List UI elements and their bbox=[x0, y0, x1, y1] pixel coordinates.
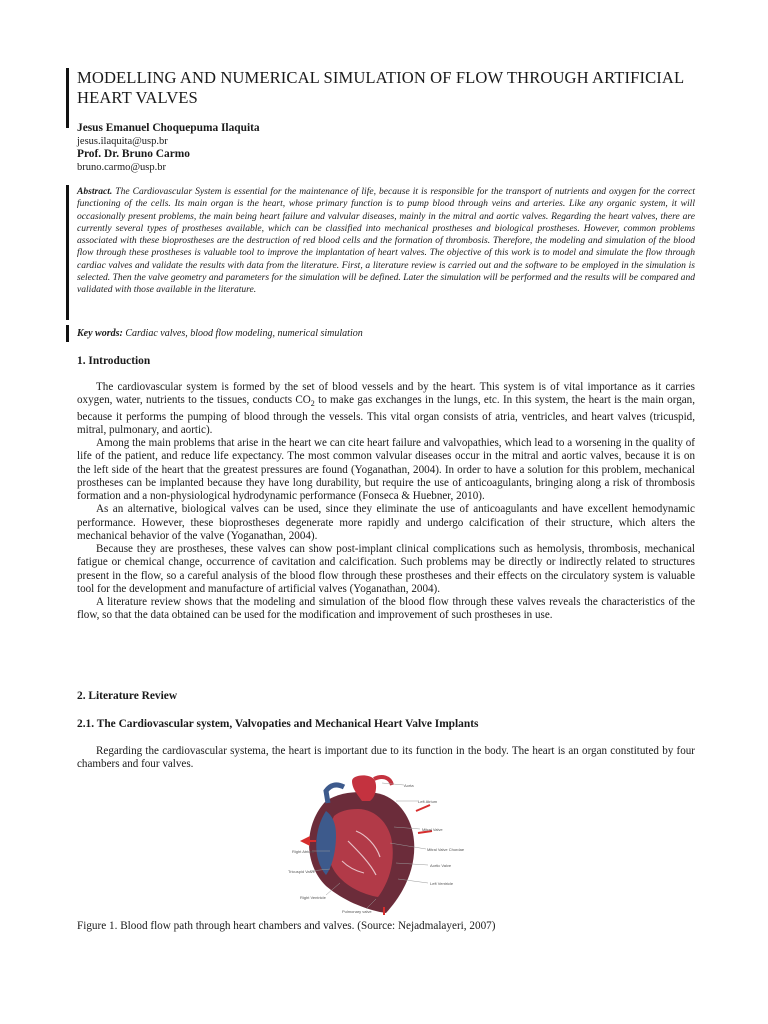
figure-label: Pulmonary valve bbox=[342, 909, 372, 914]
figure-label: Mitral Valve bbox=[422, 827, 443, 832]
figure-label: Left Atrium bbox=[418, 799, 438, 804]
abstract-label: Abstract. bbox=[77, 186, 113, 197]
keywords-rule bbox=[66, 325, 69, 342]
author-email: bruno.carmo@usp.br bbox=[77, 162, 166, 173]
heart-diagram-figure bbox=[286, 771, 482, 916]
paragraph: A literature review shows that the modeling and simulation of the blood flow through these valves reveals the characteristics of the flow, so that the data obtained can be used for the modification and improvement of such prostheses in use. bbox=[77, 596, 695, 622]
section-heading-literature-review: 2. Literature Review bbox=[77, 690, 178, 702]
introduction-body bbox=[77, 381, 695, 623]
abstract-rule bbox=[66, 185, 69, 320]
keywords-label: Key words: bbox=[77, 328, 123, 339]
figure-label: Left Ventricle bbox=[430, 881, 454, 886]
figure-caption: Figure 1. Blood flow path through heart chambers and valves. (Source: Nejadmalayeri, 2007) bbox=[77, 920, 496, 932]
paragraph: The cardiovascular system is formed by the set of blood vessels and by the heart. This system is of vital importance as it carries oxygen, water, nutrients to the tissues, conducts $CO_2$ to make gas exchanges in the lungs, etc. In this system, the heart is the main organ, because it performs the pumping of blood through the vessels. This vital organ consists of atria, ventricles, and heart valves (tricuspid, mitral, pulmonary, and aortic). bbox=[77, 381, 695, 436]
figure-label: Tricuspid Valve bbox=[288, 869, 315, 874]
keywords bbox=[77, 328, 363, 339]
abstract-text: The Cardiovascular System is essential for the maintenance of life, because it is responsible for the transport of nutrients and oxygen for the correct functioning of the cells. Its main organ is the heart, whose primary function is to pump blood through veins and arteries. Like any organic system, it will occasionally present problems, the main being heart failure and valvular diseases, mainly in the mitral and aortic valves. Regarding the heart valves, there are currently several types of prostheses available, which can be classified into mechanical prostheses and biological prostheses. However, common problems associated with these bioprostheses are the destruction of red blood cells and the formation of thrombosis. Therefore, the modeling and simulation of the blood flow through these prostheses is valuable tool to improve the implantation of heart valves. The objective of this work is to model and simulate the flow through cardiac valves and validate the results with data from the literature. First, a literature review is carried out and the software to be employed in the simulation is selected. Then the valve geometry and parameters for the simulation will be defined. Later the simulation will be performed and the results will be compared and validated with those available in the literature. bbox=[77, 186, 695, 295]
author-block bbox=[77, 122, 260, 174]
title-rule bbox=[66, 68, 69, 128]
figure-label: Right Atrium bbox=[292, 849, 314, 854]
figure-label: Mitral Valve Chordae bbox=[427, 847, 465, 852]
paragraph: Because they are prostheses, these valves can show post-implant clinical complications such as hemolysis, thrombosis, mechanical fatigue or chemical change, occurrence of cavitation and calcification. Such problems may be directly or indirectly related to structures present in the flow, so a careful analysis of the blood flow through these prostheses and their effects on the circulatory system is valuable tool for the development and manufacture of artificial valves (Yoganathan, 2004). bbox=[77, 543, 695, 595]
figure-label: Right Ventricle bbox=[300, 895, 326, 900]
keywords-text: Cardiac valves, blood flow modeling, numerical simulation bbox=[125, 328, 363, 339]
abstract bbox=[77, 186, 695, 296]
subsection-heading: 2.1. The Cardiovascular system, Valvopaties and Mechanical Heart Valve Implants bbox=[77, 718, 479, 730]
paragraph: Regarding the cardiovascular systema, the heart is important due to its function in the body. The heart is an organ constituted by four chambers and four valves. bbox=[77, 745, 695, 771]
author-name: Jesus Emanuel Choquepuma Ilaquita bbox=[77, 122, 260, 134]
figure-label: Aorta bbox=[404, 783, 414, 788]
figure-label: Aortic Valve bbox=[430, 863, 452, 868]
author-name: Prof. Dr. Bruno Carmo bbox=[77, 148, 190, 160]
paragraph: Among the main problems that arise in the heart we can cite heart failure and valvopathies, which lead to a worsening in the quality of life of the patient, and reduce life expectancy. The most common valvular diseases occur in the mitral and aortic valves, because it is on the left side of the heart that the greatest pressures are found (Yoganathan, 2004). In order to have a solution for this problem, mechanical prostheses can be implanted because they have long durability, but require the use of anticoagulants, bringing along a risk of thrombosis formation and a non-physiological hydrodynamic performance (Fonseca & Huebner, 2010). bbox=[77, 437, 695, 503]
author-email: jesus.ilaquita@usp.br bbox=[77, 136, 168, 147]
paragraph: As an alternative, biological valves can be used, since they eliminate the use of anticoagulants and have excellent hemodynamic performance. However, these bioprostheses degenerate more rapidly and undergo calcification of their structure, which alters the mechanical behavior of the valve (Yoganathan, 2004). bbox=[77, 503, 695, 542]
paper-title: MODELLING AND NUMERICAL SIMULATION OF FLOW THROUGH ARTIFICIAL HEART VALVES bbox=[77, 68, 684, 107]
section-heading-introduction: 1. Introduction bbox=[77, 355, 151, 367]
literature-body bbox=[77, 745, 695, 772]
